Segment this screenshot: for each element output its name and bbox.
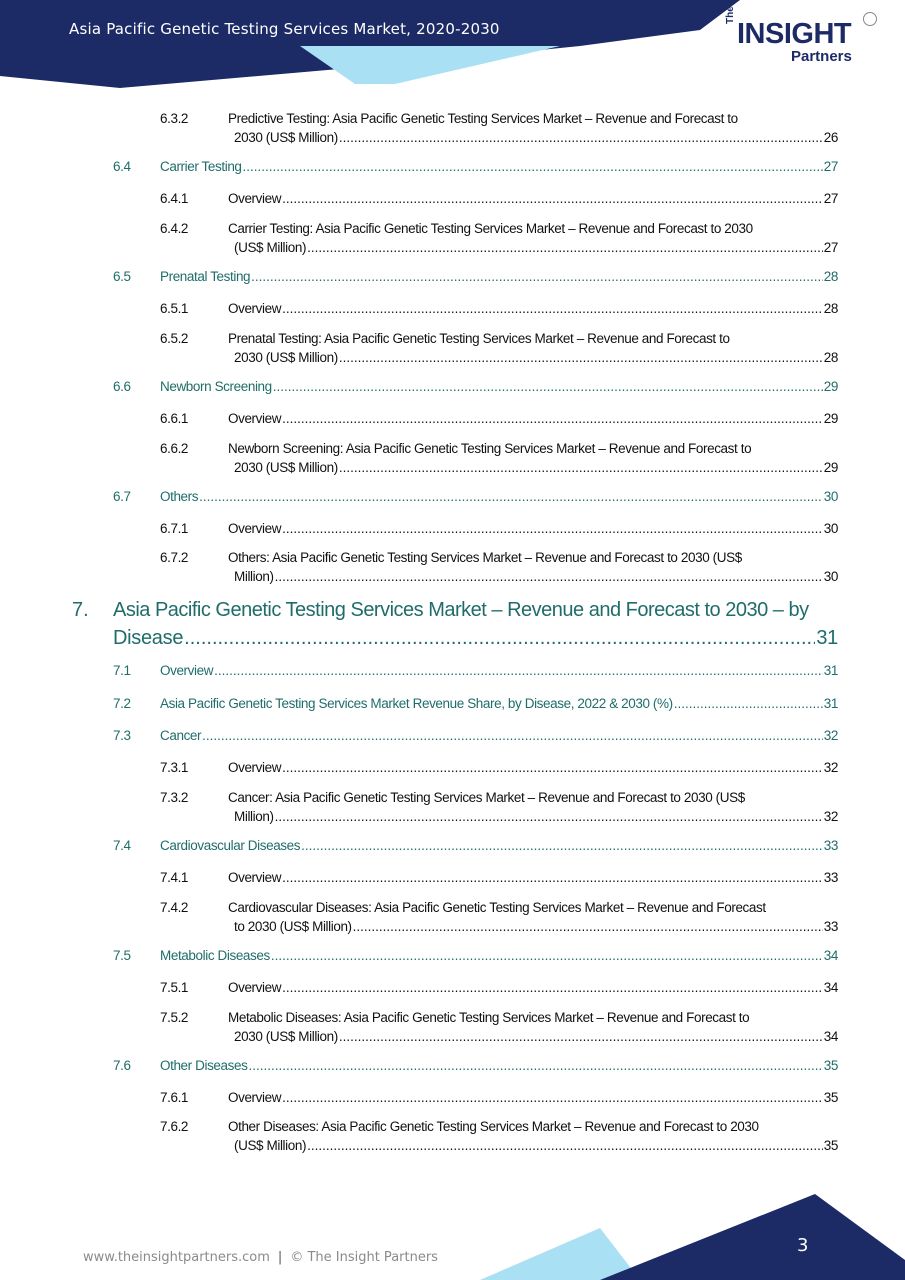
toc-number: 6.5.2 bbox=[160, 331, 189, 346]
toc-title: Overview bbox=[228, 191, 282, 206]
insight-partners-logo bbox=[725, 6, 885, 70]
toc-page: 31 bbox=[823, 663, 838, 678]
toc-title: Cancer bbox=[160, 728, 202, 743]
toc-number: 7.5 bbox=[113, 948, 131, 963]
toc-page: 29 bbox=[823, 379, 838, 394]
toc-page: 28 bbox=[823, 269, 838, 284]
logo-the: The bbox=[725, 6, 736, 24]
toc-number: 6.6.2 bbox=[160, 441, 189, 456]
toc-page: 34 bbox=[823, 948, 838, 963]
toc-title: Overview bbox=[228, 301, 282, 316]
header-title: Asia Pacific Genetic Testing Services Market, 2020-2030 bbox=[69, 20, 500, 38]
toc-title: Carrier Testing: Asia Pacific Genetic Testing Services Market – Revenue and Forecast to 2030 bbox=[228, 221, 753, 236]
toc-title-cont: Million) bbox=[234, 569, 274, 584]
toc-number: 7.3.2 bbox=[160, 790, 189, 805]
toc-title: Others bbox=[160, 489, 199, 504]
toc-title-cont: 2030 (US$ Million) bbox=[234, 350, 338, 365]
toc-title: Cardiovascular Diseases bbox=[160, 838, 301, 853]
toc-title: Overview bbox=[228, 1090, 282, 1105]
toc-number: 6.3.2 bbox=[160, 111, 189, 126]
toc-title: Prenatal Testing bbox=[160, 269, 251, 284]
toc-title: Prenatal Testing: Asia Pacific Genetic Testing Services Market – Revenue and Forecast to bbox=[228, 331, 730, 346]
toc-page: 29 bbox=[823, 411, 838, 426]
toc-title-cont: Disease bbox=[113, 627, 184, 649]
toc-number: 7.6.1 bbox=[160, 1090, 189, 1105]
toc-number: 6.6.1 bbox=[160, 411, 189, 426]
toc-page: 28 bbox=[823, 350, 838, 365]
footer-credits bbox=[83, 1250, 438, 1265]
toc-number: 7.6.2 bbox=[160, 1119, 189, 1134]
toc-page: 35 bbox=[823, 1058, 838, 1073]
toc-number: 7.4.2 bbox=[160, 900, 189, 915]
footer-website-link[interactable]: www.theinsightpartners.com bbox=[83, 1250, 270, 1265]
toc-title-cont: (US$ Million) bbox=[234, 1138, 307, 1153]
toc-title: Cardiovascular Diseases: Asia Pacific Genetic Testing Services Market – Revenue and Forecast bbox=[228, 900, 766, 915]
toc-number: 7.1 bbox=[113, 663, 131, 678]
toc-title: Others: Asia Pacific Genetic Testing Services Market – Revenue and Forecast to 2030 (US$ bbox=[228, 550, 742, 565]
toc-page: 35 bbox=[823, 1138, 838, 1153]
toc-page: 35 bbox=[823, 1090, 838, 1105]
toc-number: 6.7.1 bbox=[160, 521, 189, 536]
toc-page: 33 bbox=[823, 870, 838, 885]
toc-number: 7.5.1 bbox=[160, 980, 189, 995]
toc-title: Asia Pacific Genetic Testing Services Market Revenue Share, by Disease, 2022 & 2030 (%) bbox=[160, 696, 673, 711]
toc-number: 7.2 bbox=[113, 696, 131, 711]
toc-title-cont: 2030 (US$ Million) bbox=[234, 460, 338, 475]
footer-separator: | bbox=[277, 1250, 283, 1265]
footer-band bbox=[0, 1180, 905, 1280]
toc-title: Newborn Screening bbox=[160, 379, 272, 394]
toc-number: 7.5.2 bbox=[160, 1010, 189, 1025]
toc-page: 31 bbox=[816, 627, 838, 649]
toc-title-cont: 2030 (US$ Million) bbox=[234, 1029, 338, 1044]
toc-page: 30 bbox=[823, 489, 838, 504]
toc-number: 6.7 bbox=[113, 489, 131, 504]
toc-number: 6.6 bbox=[113, 379, 131, 394]
page-number: 3 bbox=[797, 1235, 809, 1256]
toc-title: Newborn Screening: Asia Pacific Genetic Testing Services Market – Revenue and Forecast to bbox=[228, 441, 752, 456]
toc-number: 6.4 bbox=[113, 159, 131, 174]
toc-page: 27 bbox=[823, 191, 838, 206]
toc-number: 7.3.1 bbox=[160, 760, 189, 775]
logo-sub: Partners bbox=[791, 48, 852, 65]
toc-title: Overview bbox=[228, 870, 282, 885]
toc-title: Other Diseases: Asia Pacific Genetic Testing Services Market – Revenue and Forecast to 2030 bbox=[228, 1119, 759, 1134]
toc-title: Overview bbox=[228, 411, 282, 426]
toc-title: Cancer: Asia Pacific Genetic Testing Services Market – Revenue and Forecast to 2030 (US$ bbox=[228, 790, 745, 805]
toc-title: Overview bbox=[228, 980, 282, 995]
toc-title: Other Diseases bbox=[160, 1058, 248, 1073]
toc-number: 7.6 bbox=[113, 1058, 131, 1073]
toc-page: 34 bbox=[823, 1029, 838, 1044]
toc-number: 7.3 bbox=[113, 728, 131, 743]
toc-number: 7.4 bbox=[113, 838, 131, 853]
footer-copyright: © The Insight Partners bbox=[290, 1250, 438, 1265]
toc-page: 31 bbox=[823, 696, 838, 711]
toc-title-cont: to 2030 (US$ Million) bbox=[234, 919, 352, 934]
toc-page: 30 bbox=[823, 569, 838, 584]
toc-page: 33 bbox=[823, 919, 838, 934]
toc-title: Metabolic Diseases: Asia Pacific Genetic Testing Services Market – Revenue and Forecast to bbox=[228, 1010, 750, 1025]
logo-circle-icon bbox=[863, 12, 877, 26]
toc-page: 30 bbox=[823, 521, 838, 536]
toc-number: 7.4.1 bbox=[160, 870, 189, 885]
toc-page: 33 bbox=[823, 838, 838, 853]
toc-title: Overview bbox=[228, 760, 282, 775]
toc-title: Metabolic Diseases bbox=[160, 948, 270, 963]
toc-page: 27 bbox=[823, 240, 838, 255]
toc-page: 32 bbox=[823, 760, 838, 775]
toc-page: 29 bbox=[823, 460, 838, 475]
toc-title: Overview bbox=[160, 663, 214, 678]
toc-number: 6.4.1 bbox=[160, 191, 189, 206]
toc-number: 6.5 bbox=[113, 269, 131, 284]
toc-page: 32 bbox=[823, 809, 838, 824]
toc-number: 7. bbox=[72, 599, 89, 621]
toc-number: 6.7.2 bbox=[160, 550, 189, 565]
toc-page: 32 bbox=[823, 728, 838, 743]
toc-title-cont: 2030 (US$ Million) bbox=[234, 130, 338, 145]
toc-number: 6.4.2 bbox=[160, 221, 189, 236]
toc-page: 28 bbox=[823, 301, 838, 316]
toc-number: 6.5.1 bbox=[160, 301, 189, 316]
toc-page: 27 bbox=[823, 159, 838, 174]
toc-title: Asia Pacific Genetic Testing Services Market – Revenue and Forecast to 2030 – by bbox=[113, 599, 809, 621]
toc-page: 34 bbox=[823, 980, 838, 995]
toc-title: Overview bbox=[228, 521, 282, 536]
toc-title-cont: Million) bbox=[234, 809, 274, 824]
logo-word: INSIGHT bbox=[737, 18, 852, 50]
toc-page: 26 bbox=[823, 130, 838, 145]
toc-title: Carrier Testing bbox=[160, 159, 242, 174]
toc-title-cont: (US$ Million) bbox=[234, 240, 307, 255]
toc-title: Predictive Testing: Asia Pacific Genetic Testing Services Market – Revenue and Forecast to bbox=[228, 111, 738, 126]
